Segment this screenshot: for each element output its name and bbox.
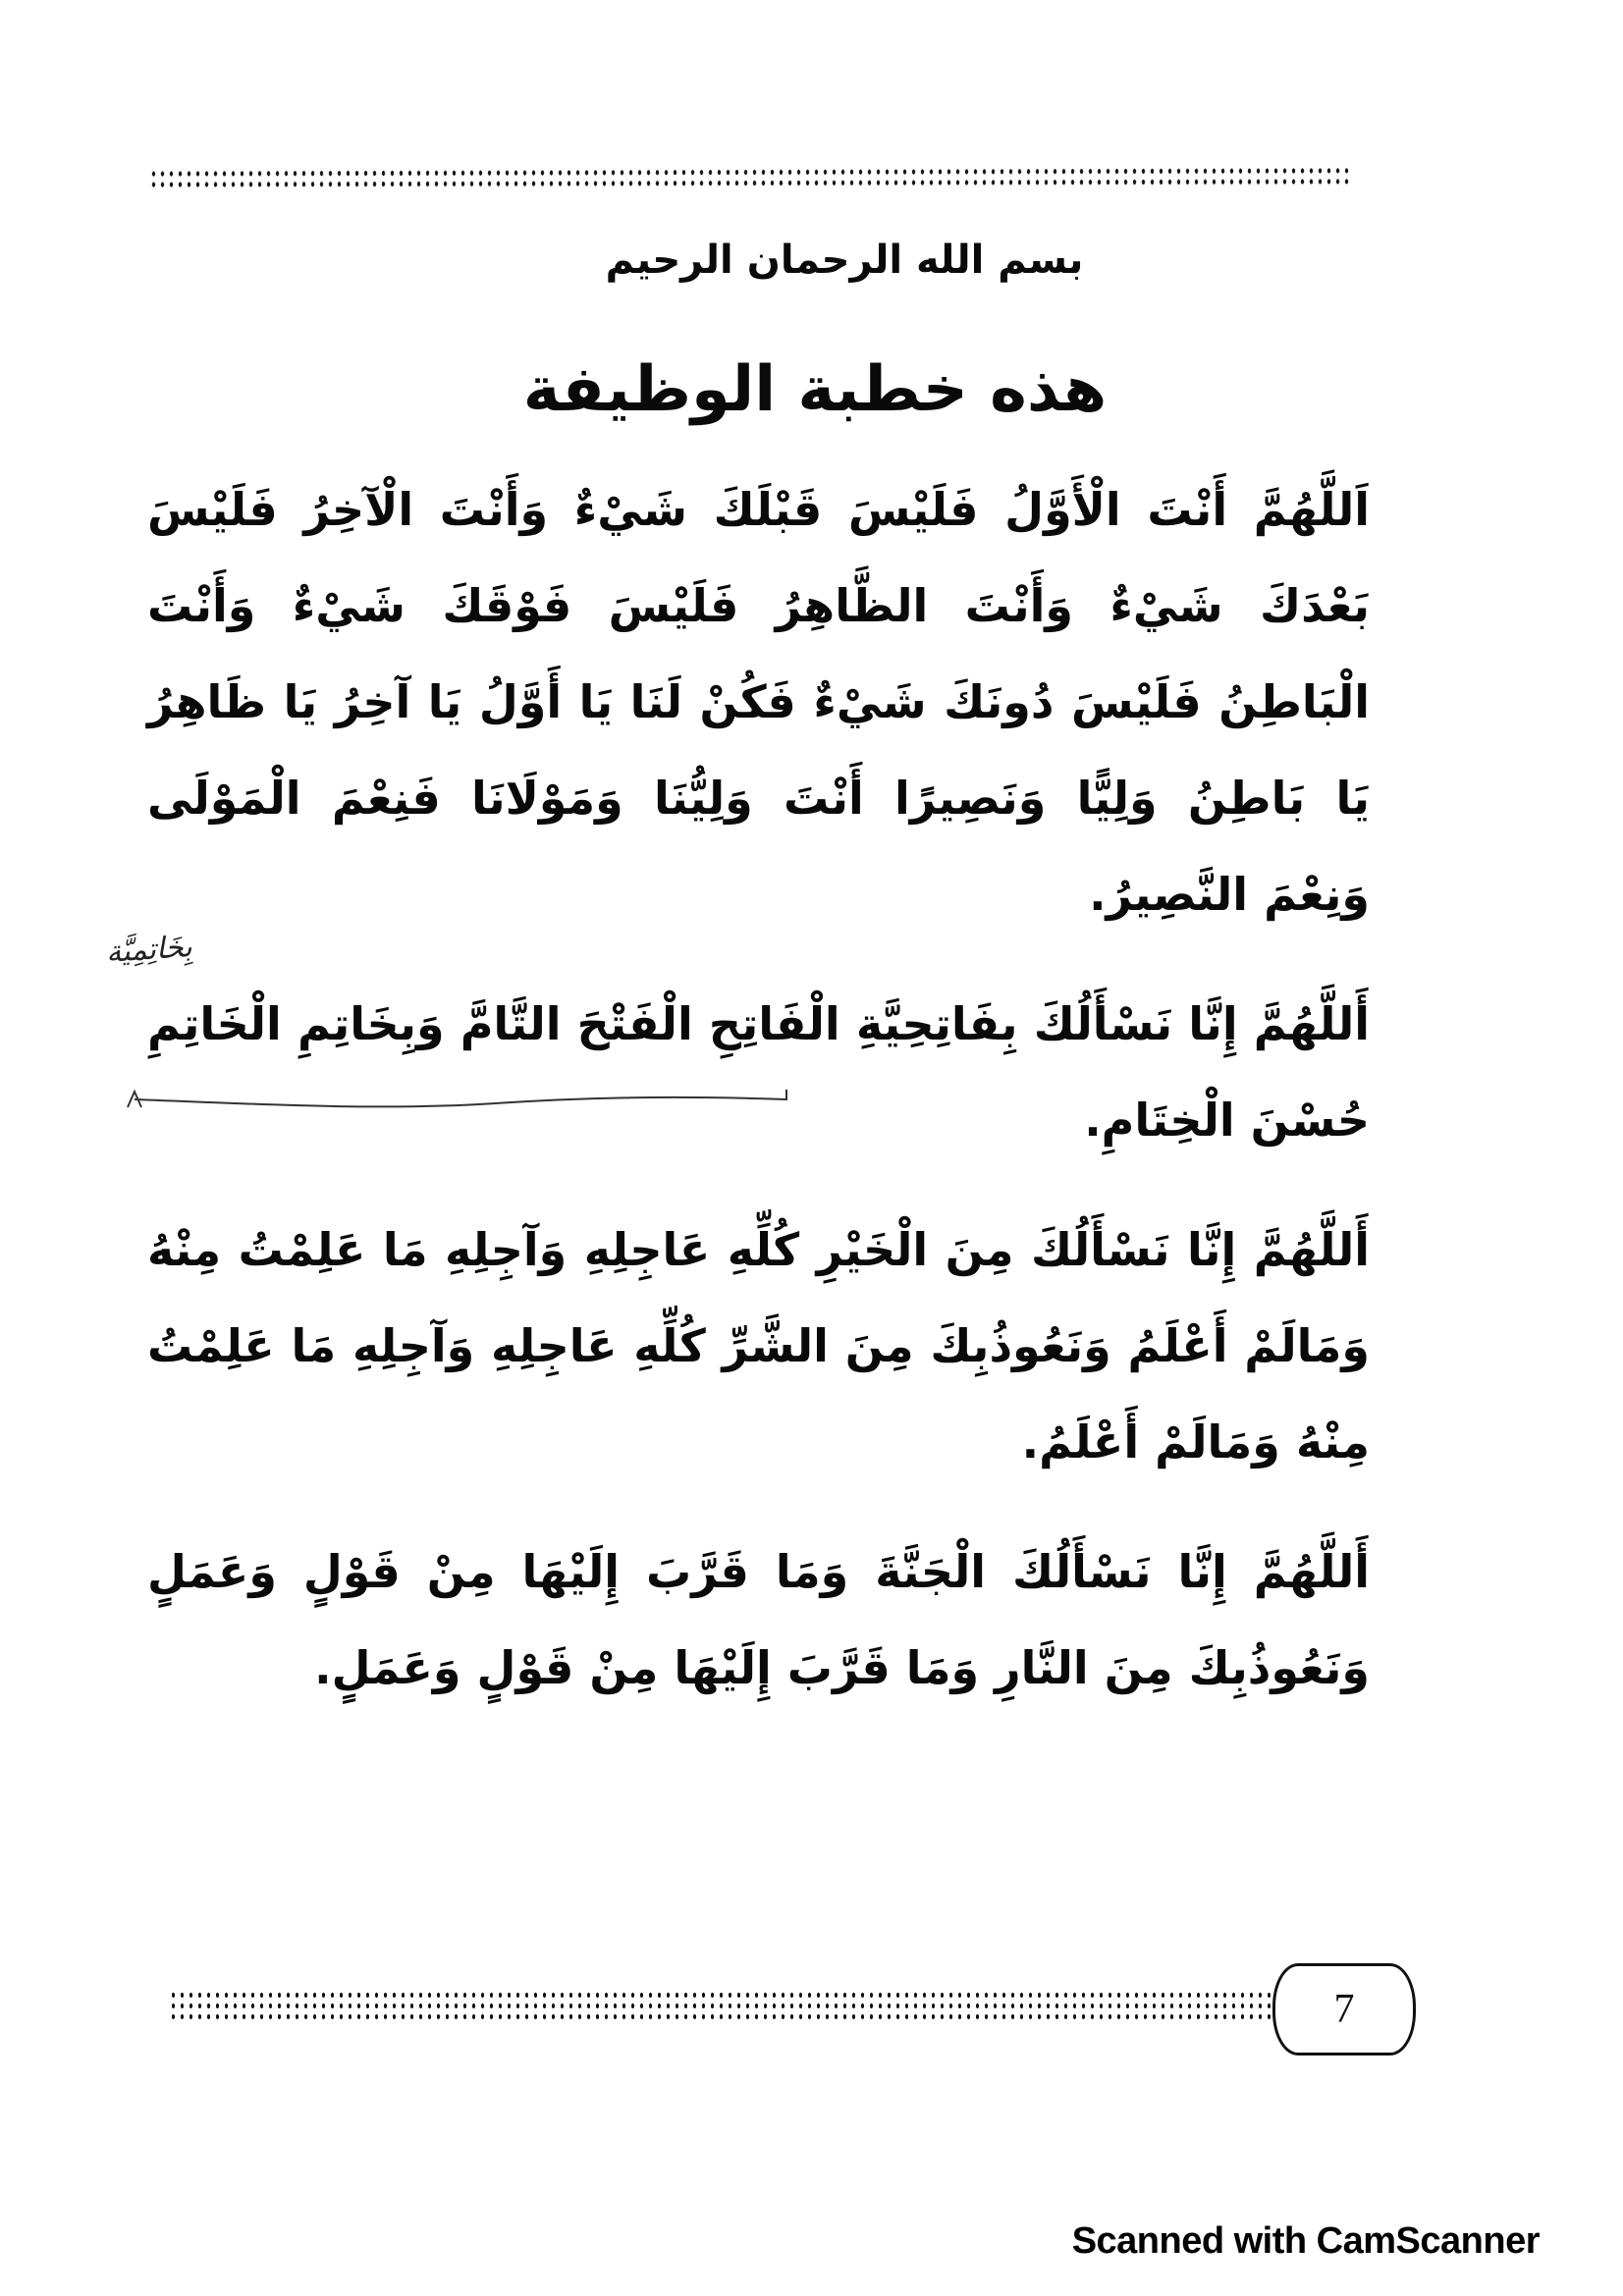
paragraph-4 <box>147 1523 1370 1716</box>
handwritten-margin-note: بِخَاتِمِيَّة <box>104 929 193 971</box>
paragraph-text: أَنْتَ الْأَوَّلُ فَلَيْسَ قَبْلَكَ شَيْءٌ وَأَنْتَ الْآخِرُ فَلَيْسَ بَعْدَكَ شَيْءٌ وَأَنْتَ الظَّاهِرُ فَلَيْسَ فَوْقَكَ شَيْءٌ وَأَنْتَ الْبَاطِنُ فَلَيْسَ دُونَكَ شَيْءٌ فَكُنْ لَنَا يَا أَوَّلُ يَا آخِرُ يَا ظَاهِرُ يَا بَاطِنُ وَلِيًّا وَنَصِيرًا أَنْتَ وَلِيُّنَا وَمَوْلَانَا فَنِعْمَ الْمَوْلَى وَنِعْمَ النَّصِيرُ. <box>147 483 1370 921</box>
bottom-decorative-border <box>169 1990 1278 2023</box>
scanner-watermark: Scanned with CamScanner <box>1071 2220 1540 2262</box>
paragraph-lead: اَللَّهُمَّ <box>1253 483 1370 536</box>
page-title: هذه خطبة الوظيفة <box>522 353 1108 426</box>
paragraph-lead: أَللَّهُمَّ <box>1253 997 1370 1050</box>
paragraph-3 <box>147 1201 1370 1490</box>
paragraph-text: إِنَّا نَسْأَلُكَ مِنَ الْخَيْرِ كُلِّهِ عَاجِلِهِ وَآجِلِهِ مَا عَلِمْتُ مِنْهُ وَمَالَمْ أَعْلَمُ وَنَعُوذُبِكَ مِنَ الشَّرِّ كُلِّهِ عَاجِلِهِ وَآجِلِهِ مَا عَلِمْتُ مِنْهُ وَمَالَمْ أَعْلَمُ. <box>147 1223 1370 1468</box>
paragraph-1 <box>147 461 1370 942</box>
paragraph-text: إِنَّا نَسْأَلُكَ الْجَنَّةَ وَمَا قَرَّبَ إِلَيْهَا مِنْ قَوْلٍ وَعَمَلٍ وَنَعُوذُبِكَ مِنَ النَّارِ وَمَا قَرَّبَ إِلَيْهَا مِنْ قَوْلٍ وَعَمَلٍ. <box>147 1545 1370 1694</box>
top-decorative-border <box>149 165 1352 189</box>
page-number: 7 <box>1272 1963 1416 2056</box>
paragraph-lead: أَللَّهُمَّ <box>1253 1545 1370 1598</box>
paragraph-lead: أَللَّهُمَّ <box>1253 1223 1370 1276</box>
paragraph-2 <box>147 976 1370 1168</box>
prayer-body <box>147 461 1370 1749</box>
basmala-heading: بسم الله الرحمان الرحيم <box>605 238 1084 283</box>
paragraph-text: إِنَّا نَسْأَلُكَ بِفَاتِحِيَّةِ الْفَاتِحِ الْفَتْحَ التَّامَّ وَبِخَاتِمِ الْخَاتِمِ حُسْنَ الْخِتَامِ. <box>147 997 1370 1147</box>
